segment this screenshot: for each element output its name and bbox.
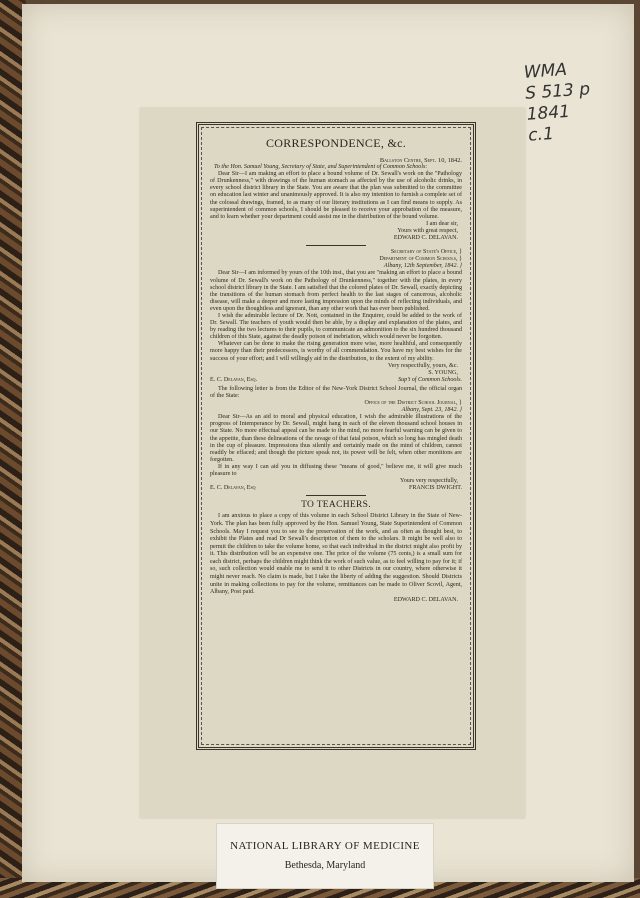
- letter-3-signature: FRANCIS DWIGHT.: [408, 485, 462, 492]
- letter-1: [210, 157, 462, 242]
- letter-2-footer-row: [210, 377, 462, 384]
- letter-1-body: Dear Sir—I am making an effort to place a bound volume of Dr. Sewall's work on the "Pathology of Drunkenness," with drawings of the human stomach as affected by the use of alcoholic drinks, in every school district library in the State. You are aware that the plan was submitted to the committee on education last winter and unanimously approved. It is also my intention to furnish a complete set of the colossal drawings, framed, to as many of our literary institutions as I can find means to supply. As superintendent of common schools, I should be pleased to receive your approbation of the measure, and to learn whether your department could assist me in the distribution of the bound volume.: [210, 171, 462, 220]
- letter-3-recipient: E. C. Delavan, Esq: [210, 485, 256, 492]
- letter-3-intro: The following letter is from the Editor of the New-York District School Journal, the official organ of the State:: [210, 385, 462, 399]
- teachers-body: I am anxious to place a copy of this volume in each School District Library in the State of New-York. The plan has been fully approved by the Hon. Samuel Young, State Superintendent of Common Schools. May I request you to see to the preservation of the work, and as often as thought best, to exhibit the Plates and read Dr Sewall's description of them to the scholars. It might be well also to permit the children to take the volume home, so that each individual in the district might also profit by it. This distribution will be an expensive one. The price of the volume (75 cents,) is a small sum for each district, perhaps the children might think the work of such value, as to feel willing to pay for it; if so, such collection would enable me to send it to other Districts in our country, where otherwise it might never reach. No claim is made, but I take the liberty of adding the suggestion. Should Districts unite in making collections to pay for the volume, remittances can be made to Oliver Scovil, Agent, Albany, Post paid.: [210, 513, 462, 596]
- call-number-line: 1841: [526, 101, 571, 125]
- call-number-line: S 513 p: [524, 79, 591, 104]
- library-label: [216, 823, 434, 889]
- library-label-location: Bethesda, Maryland: [284, 860, 366, 871]
- letter-2-body-1: Dear Sir—I am informed by yours of the 10th inst., that you are "making an effort to place a bound volume of Dr. Sewall's work on the Pathology of Drunkenness," together with the plates, in every school district library in the State. I am satisfied that the colored plates of Dr. Sewall, exactly depicting the transitions of the human stomach from perfect health to the last stages of cancerous, alcoholic disease, will make a deeper and more lasting impression upon the minds of reflecting individuals, and even upon the thoughtless and ignorant, than any other work that has ever been published.: [210, 270, 462, 312]
- letter-3-body-1: Dear Sir—As an aid to moral and physical education, I wish the admirable illustrations of the progress of Intemperance by Dr. Sewall, might hang in each of the eleven thousand school houses in our State. No more effectual appeal can be made to the mind, no more fearful warning can be given to the appetite, than these delineations of the ravage of that fatal poison, which so long has mingled death in the cup of pleasure. Impressions thus silently and certainly made on the mind of children, cannot readily be effaced; and though the picture speak not, its power will be felt, when other monitions are forgotten.: [210, 414, 462, 463]
- call-number-line: c.1: [527, 123, 555, 146]
- letter-2-body-3: Whatever can be done to make the rising generation more wise, more healthful, and consequently more happy than their predecessors, is worthy of all commendation. You have my best wishes for the success of your effort; and I will willingly aid in the distribution, to the extent of my ability.: [210, 341, 462, 362]
- letter-1-closing-1: I am dear sir,: [426, 220, 458, 227]
- broadside-inner: [201, 127, 471, 745]
- letter-1-dateline: Ballston Centre, Sept. 10, 1842.: [379, 157, 462, 164]
- letter-2-body-2: I wish the admirable lecture of Dr. Nott, contained in the Enquirer, could be added to the work of Dr. Sewall. The teachers of youth would then be able, by a display and explanation of the plates, and by reading the two lectures to their pupils, to communicate an admonition to the six hundred thousand children of this State, against the deadly poison of inebriation, which would never be forgotten.: [210, 312, 462, 341]
- teachers-title: TO TEACHERS.: [301, 500, 371, 511]
- call-number-handwritten: [523, 57, 609, 146]
- divider-rule: [306, 495, 366, 496]
- teachers-section: [210, 499, 462, 604]
- letter-1-addressee: To the Hon. Samuel Young, Secretary of State, and Superintendent of Common Schools:: [214, 164, 428, 171]
- divider-rule: [306, 245, 366, 246]
- letter-1-signature: EDWARD C. DELAVAN.: [393, 235, 458, 242]
- letter-2-office-2: Department of Common Schools, }: [379, 256, 462, 263]
- broadside: [196, 122, 476, 750]
- letter-2-recipient: E. C. Delavan, Esq.: [210, 376, 258, 383]
- teachers-signature: EDWARD C. DELAVAN.: [393, 596, 458, 603]
- letter-2-office-1: Secretary of State's Office, }: [390, 249, 462, 256]
- call-number-line: WMA: [523, 59, 568, 83]
- letter-3-closing: Yours very respectfully,: [399, 478, 458, 485]
- letter-2: [210, 249, 462, 384]
- letter-1-closing-2: Yours with great respect,: [397, 227, 458, 234]
- letter-2-title: Sup't of Common Schools.: [398, 376, 462, 383]
- letter-3-dateline: Albany, Sept. 23, 1842. }: [401, 407, 462, 414]
- letter-3-footer-row: [210, 485, 462, 492]
- letter-2-signature: S. YOUNG,: [428, 369, 458, 376]
- library-label-name: NATIONAL LIBRARY OF MEDICINE: [230, 840, 420, 852]
- letter-3: [210, 386, 462, 492]
- letter-2-dateline: Albany, 12th September, 1842. }: [383, 263, 462, 270]
- letter-3-office: Office of the District School Journal, }: [364, 400, 462, 407]
- broadside-title: CORRESPONDENCE, &c.: [265, 136, 407, 150]
- letter-2-closing: Very respectfully, yours, &c.: [388, 362, 458, 369]
- letter-3-body-2: If in any way I can aid you in diffusing these "means of good," believe me, it will give much pleasure to: [210, 463, 462, 478]
